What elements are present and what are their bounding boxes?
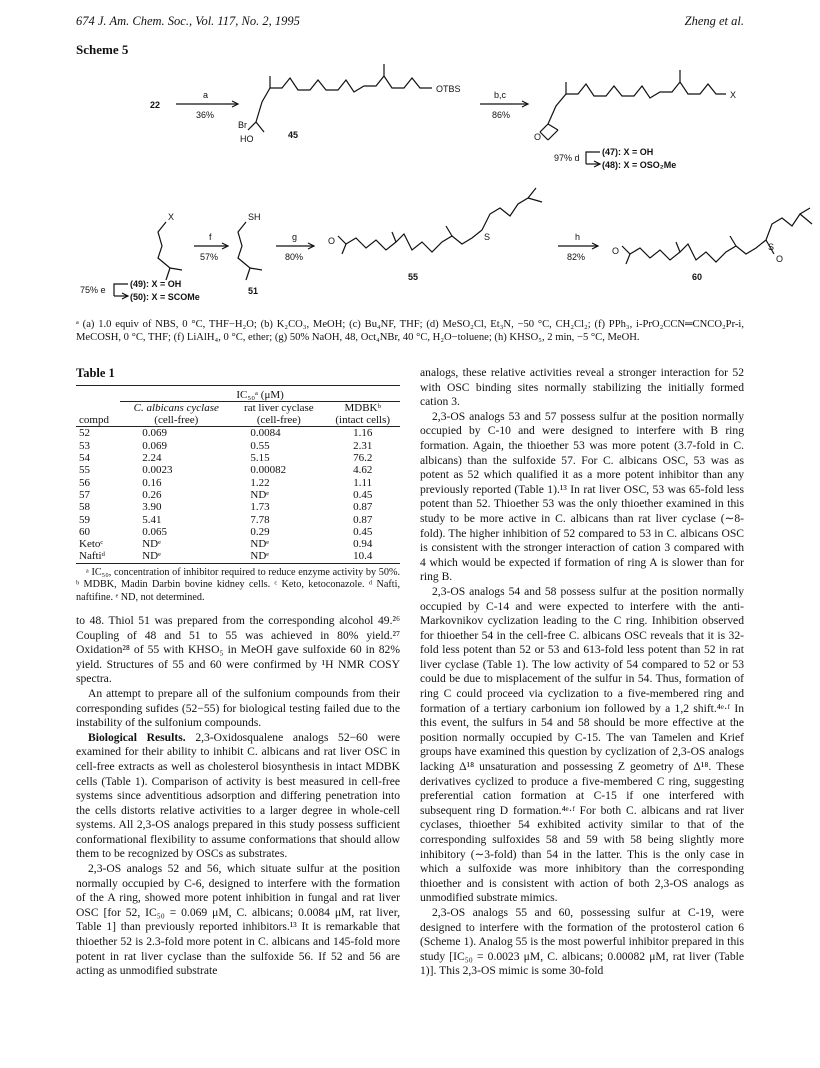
compound-47-label: (47): X = OH xyxy=(602,147,654,157)
col-c-albicans-2: (cell-free) xyxy=(120,414,232,427)
right-paragraph-3: 2,3-OS analogs 54 and 58 possess sulfur at the position normally occupied by C-14 and were expected to interfere with the anti-Markovnikov cyclization leading to the C ring. Inhibition observed for thioether 54 in the cell-free C. albicans OSC reveals that it is 32-fold less potent than 52 or 53 and 613-fold less potent than 52 in rat liver cyclase (Table 1). The low activity of 54 compared to 52 or 53 could be due to misplacement of the sulfur in 54. Thus, formation of ring C could proceed via cyclization to a five-membered ring and formation of a tertiary carbonium ion followed by a 1,2 shift.⁴ᵉ·ᶠ In this event, the sulfurs in 54 and 58 should be more effective at the position normally occupied by C-15. The van Tamelen and Krief groups have examined this question by cyclization of 2,3-OS analogs lacking Δ¹⁸ unsaturation and possessing Z geometry of Δ¹⁸. These derivatives cyclized to produce a five-membered C ring, suggesting preferential cation formation at C-15 if one interfered with subsequent ring D formation.⁴ᵉ·ᶠ For both C. albicans and rat liver cyclases, thioether 54 exhibited activity similar to that of the corresponding sulfoxides 58 and 59 with 58 being slightly more inhibitory (∼3-fold) than 54 in the latter. This is the only case in which a sulfoxide was more inhibitory than the corresponding thioether and is consistent with action of both 2,3-OS analogs as unmodified substrate mimics. xyxy=(420,584,744,905)
cell-r: 0.55 xyxy=(250,439,270,452)
cell-c: 2.24 xyxy=(142,452,162,465)
s-label-60: S xyxy=(768,242,775,252)
table-row xyxy=(76,452,400,464)
left-paragraph-2: An attempt to prepare all of the sulfonium compounds from their corresponding sufides (52−55) for biological testing failed due to the instability of the sulfonium compounds. xyxy=(76,686,400,730)
otbs-label: OTBS xyxy=(436,84,461,94)
yield-h-label: 82% xyxy=(567,252,586,262)
cell-compd: 52 xyxy=(79,427,90,440)
cell-r: 7.78 xyxy=(250,513,270,526)
col-mdbk-2: (intact cells) xyxy=(325,414,400,427)
yield-a-label: 36% xyxy=(196,110,215,120)
cell-r: NDᵉ xyxy=(250,488,270,501)
col-compd: compd xyxy=(76,414,120,427)
left-paragraph-4: 2,3-OS analogs 52 and 56, which situate sulfur at the position normally occupied by C-6, designed to interfere with the formation of the A ring, showed more potent inhibition in fungal and rat liver OSC [for 52, IC₅₀ = 0.069 μM, C. albicans; 0.0084 μM, rat liver, Table 1] than previously reported inhibitors.¹³ It is remarkable that thioether 52 is 2.3-fold more potent in C. albicans and 145-fold more potent in rat liver cyclase than the sulfoxide 56. If 52 and 56 are acting as unmodified substrate xyxy=(76,862,400,978)
cell-m: 1.11 xyxy=(353,476,373,489)
table-row xyxy=(76,538,400,550)
header-authors: Zheng et al. xyxy=(684,14,744,28)
compound-50-label: (50): X = SCOMe xyxy=(130,292,200,302)
cell-m: 0.94 xyxy=(353,538,373,551)
table-row xyxy=(76,489,400,501)
header-journal: 674 J. Am. Chem. Soc., Vol. 117, No. 2, 1995 xyxy=(76,14,300,28)
cell-compd: 60 xyxy=(79,525,90,538)
cell-c: 0.069 xyxy=(142,427,167,440)
step-f-label: f xyxy=(209,232,212,242)
scheme-label: Scheme 5 xyxy=(76,42,129,57)
col-rat-2: (cell-free) xyxy=(232,414,325,427)
cell-compd: Naftiᵈ xyxy=(76,550,120,563)
table-row xyxy=(76,526,400,538)
table-title: Table 1 xyxy=(76,366,115,380)
cell-c: 0.0023 xyxy=(142,464,173,477)
cell-compd: 53 xyxy=(79,439,90,452)
table-row xyxy=(76,464,400,476)
running-header xyxy=(76,14,744,32)
cell-c: NDᵉ xyxy=(120,550,232,563)
table-row xyxy=(76,477,400,489)
left-paragraph-1: to 48. Thiol 51 was prepared from the corresponding alcohol 49.²⁶ Coupling of 48 and 51 to 55 was achieved in 80% yield.²⁷ Oxidation²⁸ of 55 with KHSO₅ in MeOH gave sulfoxide 60 in 82% yield. Structures of 55 and 60 were confirmed by ¹H NMR COSY spectra. xyxy=(76,613,400,686)
cell-c: 5.41 xyxy=(142,513,162,526)
step-h-label: h xyxy=(575,232,581,242)
yield-e-label: 75% e xyxy=(80,285,106,295)
cell-r: 0.29 xyxy=(250,525,270,538)
step-g-label: g xyxy=(292,232,298,242)
cell-c: 0.065 xyxy=(142,525,167,538)
cell-c: 0.16 xyxy=(142,476,162,489)
right-paragraph-4: 2,3-OS analogs 55 and 60, possessing sulfur at C-19, were designed to interfere with the formation of the protosterol cation 6 (Scheme 1). Analog 55 is the most powerful inhibitor prepared in this study [IC₅₀ = 0.0023 μM, C. albicans; 0.00082 μM, rat liver (Table 1)]. This 2,3-OS mimic is some 30-fold xyxy=(420,905,744,978)
table-row xyxy=(76,514,400,526)
br-label: Br xyxy=(238,120,247,130)
right-paragraph-2: 2,3-OS analogs 53 and 57 possess sulfur at the position normally occupied by C-10 and were designed to interfere with B ring formation. Again, the thioether 53 was more potent (3.7-fold in C. albicans) than the sulfoxide 57. For C. albicans OSC, 53 was as potent as 52 which qualified it as a more potent inhibitor than any previously reported (Table 1).¹³ In rat liver OSC, 53 was 65-fold less potent than 52. Thioether 53 was the only thioether examined in this study to be more active in C. albicans than rat liver cyclase (∼8-fold). The higher inhibition of 52 compared to 53 in C. albicans OSC is consistent with the stronger interaction of cation 3 compared with 4 which would be expected if formation of ring A is slower than for ring B. xyxy=(420,409,744,584)
yield-f-label: 57% xyxy=(200,252,219,262)
cell-c: 0.069 xyxy=(142,439,167,452)
step-a-label: a xyxy=(203,90,209,100)
cell-c: 3.90 xyxy=(142,501,162,514)
cell-m: 1.16 xyxy=(353,427,373,440)
cell-m: 10.4 xyxy=(325,550,400,563)
cell-r: 5.15 xyxy=(250,452,270,465)
cell-compd: 55 xyxy=(79,464,90,477)
compound-49-label: (49): X = OH xyxy=(130,279,182,289)
o-label-55: O xyxy=(328,236,336,246)
left-column xyxy=(76,366,400,979)
cell-compd: 59 xyxy=(79,513,90,526)
cell-m: 2.31 xyxy=(353,439,373,452)
col-rat-1: rat liver cyclase xyxy=(244,401,314,414)
compound-51-label: 51 xyxy=(248,286,259,296)
cell-r: NDᵉ xyxy=(250,538,270,551)
cell-m: 4.62 xyxy=(353,464,373,477)
right-column xyxy=(420,366,744,979)
cell-compd: 57 xyxy=(79,488,90,501)
so-o-label-60: O xyxy=(776,254,784,264)
cell-compd: Ketoᶜ xyxy=(79,538,104,551)
cell-r: 1.73 xyxy=(250,501,270,514)
cell-m: 0.45 xyxy=(353,525,373,538)
compound-48-label: (48): X = OSO₂Me xyxy=(602,160,677,170)
scheme-footnote: ᵃ (a) 1.0 equiv of NBS, 0 °C, THF−H₂O; (b) K₂CO₃, MeOH; (c) Bu₄NF, THF; (d) MeSO₂Cl, Et₃N, −50 °C, CH₂Cl₂; (f) PPh₃, i-PrO₂CCN═CNCO₂Pr-i, MeCOSH, 0 °C, THF; (f) LiAlH₄, 0 °C, ether; (g) 50% NaOH, 48, Oct₄NBr, 40 °C, H₂O−toluene; (h) KHSO₅, 2 min, −5 °C, MeOH. xyxy=(76,319,744,343)
compound-22-label: 22 xyxy=(150,100,161,110)
cell-r: 1.22 xyxy=(250,476,270,489)
table-footnote: ᵃ IC₅₀, concentration of inhibitor required to reduce enzyme activity by 50%. ᵇ MDBK, Madin Darbin bovine kidney cells. ᶜ Keto, ketoconazole. ᵈ Nafti, naftifine. ᵉ ND, not determined. xyxy=(76,566,400,603)
cell-c: NDᵉ xyxy=(142,538,161,551)
yield-g-label: 80% xyxy=(285,252,304,262)
table-row xyxy=(76,440,400,452)
compound-60-label: 60 xyxy=(692,272,703,282)
yield-d-label: 97% d xyxy=(554,153,580,163)
ic50-group-header: IC₅₀ᵃ (μM) xyxy=(120,385,400,401)
table-row xyxy=(76,550,400,563)
cell-r: NDᵉ xyxy=(232,550,325,563)
cell-compd: 56 xyxy=(79,476,90,489)
o-label-epoxide: O xyxy=(534,132,542,142)
cell-r: 0.0084 xyxy=(250,427,281,440)
o-label-60: O xyxy=(612,246,620,256)
compound-55-label: 55 xyxy=(408,272,419,282)
cell-compd: 54 xyxy=(79,452,90,465)
table-row xyxy=(76,427,400,440)
col-c-albicans-1: C. albicans cyclase xyxy=(133,401,219,414)
table-row xyxy=(76,501,400,513)
step-bc-label: b,c xyxy=(494,90,507,100)
scheme-5-figure xyxy=(0,58,820,313)
left-paragraph-3 xyxy=(76,731,400,862)
compound-45-label: 45 xyxy=(288,130,299,140)
cell-m: 0.45 xyxy=(353,488,373,501)
table-1 xyxy=(76,385,400,564)
x-label-top: X xyxy=(730,90,737,100)
sh-label: SH xyxy=(248,212,261,222)
cell-r: 0.00082 xyxy=(250,464,287,477)
section-heading-biological-results: Biological Results. xyxy=(88,730,186,744)
yield-bc-label: 86% xyxy=(492,110,511,120)
cell-m: 0.87 xyxy=(353,513,373,526)
s-label-55: S xyxy=(484,232,491,242)
col-mdbk-1: MDBKᵇ xyxy=(344,401,381,414)
left-paragraph-3-body: 2,3-Oxidosqualene analogs 52−60 were examined for their ability to inhibit C. albicans and rat liver OSC in cell-free extracts as well as cholesterol biosynthesis in intact MDBK cells (Table 1). Comparison of activity is best measured in cell-free systems since adventitious adsorption and differing penetration into the cells distorts relative activities to a larger degree in whole-cell systems. All 2,3-OS analogs prepared in this study possess sufficient conformational flexibility to assume conformations that should allow them to be recognized by OSCs as substrates. xyxy=(76,730,400,861)
ho-label: HO xyxy=(240,134,254,144)
cell-m: 0.87 xyxy=(353,501,373,514)
right-paragraph-1: analogs, these relative activities reveal a stronger interaction for 52 with OSC binding sites normally stabilizing the initially formed cation 3. xyxy=(420,366,744,409)
x-label-49: X xyxy=(168,212,175,222)
cell-c: 0.26 xyxy=(142,488,162,501)
cell-compd: 58 xyxy=(79,501,90,514)
cell-m: 76.2 xyxy=(353,452,373,465)
